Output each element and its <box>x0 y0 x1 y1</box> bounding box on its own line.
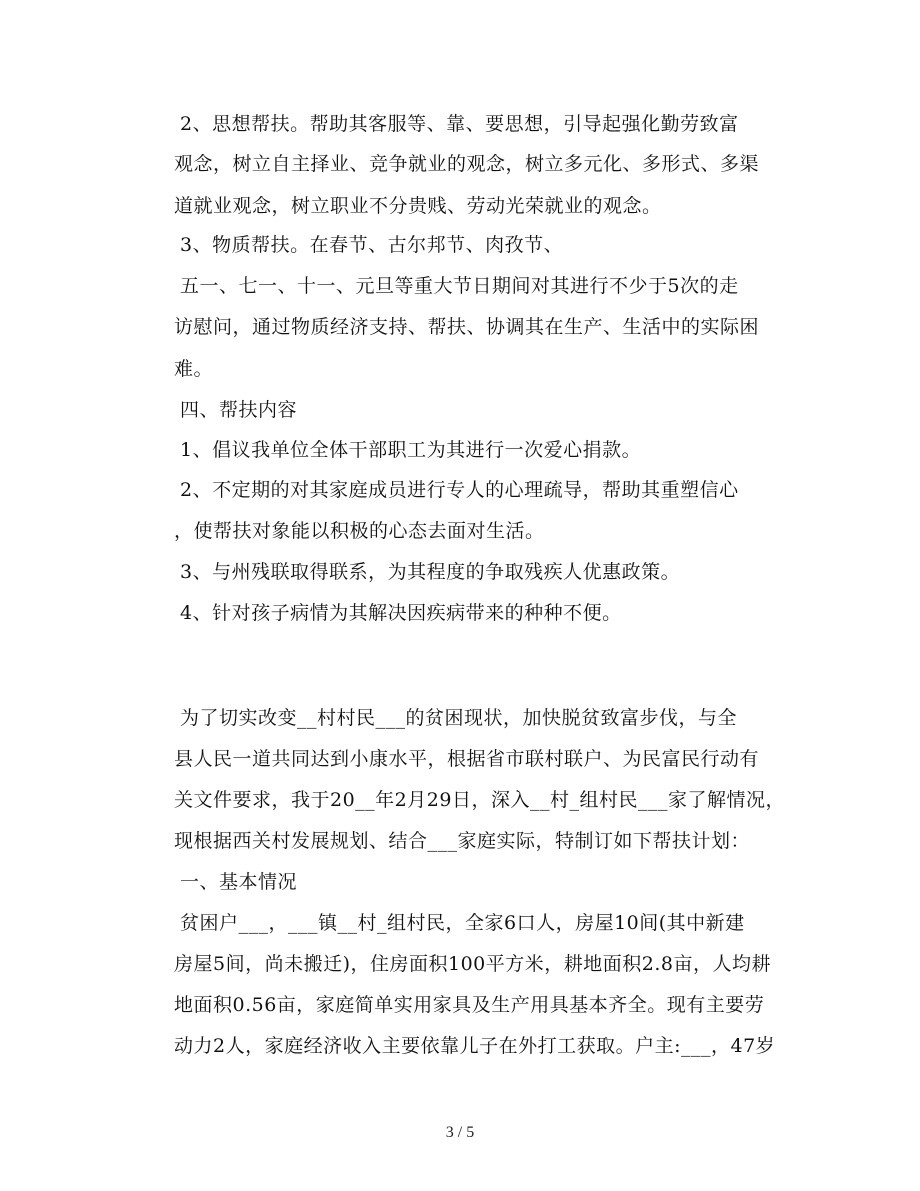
paragraph-line: 为了切实改变__村村民___的贫困现状，加快脱贫致富步伐，与全 <box>180 707 738 729</box>
paragraph-line: 动力2人，家庭经济收入主要依靠儿子在外打工获取。户主:___，47岁 <box>174 1035 776 1057</box>
paragraph-line: 房屋5间，尚未搬迁)，住房面积100平方米，耕地面积2.8亩，人均耕 <box>174 953 771 975</box>
paragraph-line: ，使帮扶对象能以积极的心态去面对生活。 <box>174 520 545 542</box>
paragraph-line: 贫困户___，___镇__村_组村民，全家6口人，房屋10间(其中新建 <box>180 912 745 934</box>
paragraph-line: 1、倡议我单位全体干部职工为其进行一次爱心捐款。 <box>180 439 642 461</box>
paragraph-line: 3、物质帮扶。在春节、古尔邦节、肉孜节、 <box>180 234 564 256</box>
paragraph-line: 地面积0.56亩，家庭简单实用家具及生产用具基本齐全。现有主要劳 <box>174 994 765 1016</box>
paragraph-line: 观念，树立自主择业、竞争就业的观念，树立多元化、多形式、多渠 <box>174 153 760 175</box>
paragraph-line: 4、针对孩子病情为其解决因疾病带来的种种不便。 <box>180 602 622 624</box>
section-heading: 一、基本情况 <box>180 871 298 893</box>
paragraph-line: 县人民一道共同达到小康水平，根据省市联村联户、为民富民行动有 <box>174 748 760 770</box>
paragraph-line: 2、不定期的对其家庭成员进行专人的心理疏导，帮助其重塑信心 <box>180 479 739 501</box>
paragraph-line: 3、与州残联取得联系，为其程度的争取残疾人优惠政策。 <box>180 561 681 583</box>
paragraph-line: 现根据西关村发展规划、结合___家庭实际，特制订如下帮扶计划： <box>174 830 751 852</box>
paragraph-line: 访慰问，通过物质经济支持、帮扶、协调其在生产、生活中的实际困 <box>174 316 760 338</box>
paragraph-line: 难。 <box>174 358 214 380</box>
paragraph-line: 五一、七一、十一、元旦等重大节日期间对其进行不少于5次的走 <box>180 275 739 297</box>
section-heading: 四、帮扶内容 <box>180 399 298 421</box>
paragraph-line: 道就业观念，树立职业不分贵贱、劳动光荣就业的观念。 <box>174 195 662 217</box>
paragraph-line: 2、思想帮扶。帮助其客服等、靠、要思想，引导起强化勤劳致富 <box>180 113 739 135</box>
paragraph-line: 关文件要求，我于20__年2月29日，深入__村_组村民___家了解情况， <box>174 789 785 811</box>
page-number: 3 / 5 <box>445 1124 475 1141</box>
